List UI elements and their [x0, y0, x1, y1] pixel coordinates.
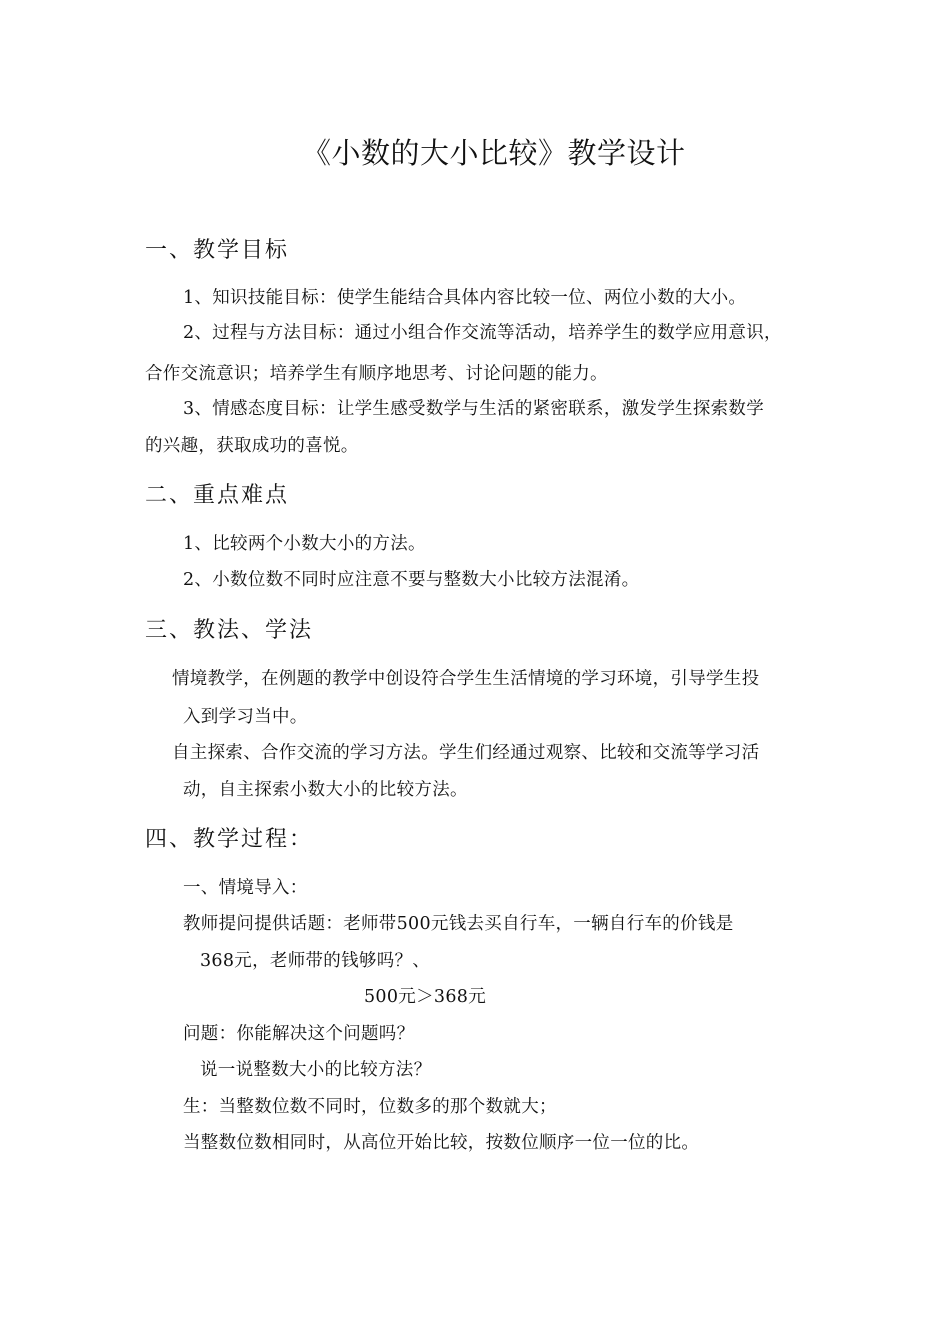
section-4-heading: 四、教学过程：	[145, 827, 314, 852]
student-answer-2: 当整数位数相同时，从高位开始比较，按数位顺序一位一位的比。	[183, 1133, 700, 1153]
teacher-question-line-1: 教师提问提供话题：老师带500元钱去买自行车，一辆自行车的价钱是	[183, 914, 734, 934]
key-point-1: 1、比较两个小数大小的方法。	[183, 534, 426, 554]
method-question: 说一说整数大小的比较方法？	[200, 1060, 432, 1080]
section-2-heading: 二、重点难点	[145, 483, 290, 508]
section-3-heading: 三、教法、学法	[145, 618, 314, 643]
method-1-line-1: 情境教学，在例题的教学中创设符合学生生活情境的学习环境，引导学生投	[172, 669, 760, 689]
objective-2-line-1: 2、过程与方法目标：通过小组合作交流等活动，培养学生的数学应用意识，	[183, 323, 782, 343]
method-1-line-2: 入到学习当中。	[183, 707, 308, 727]
teacher-question-line-2: 368元，老师带的钱够吗？、	[200, 951, 431, 971]
problem-question: 问题：你能解决这个问题吗？	[183, 1024, 415, 1044]
objective-3-line-2: 的兴趣，获取成功的喜悦。	[145, 436, 359, 456]
section-1-heading: 一、教学目标	[145, 238, 290, 263]
student-answer-1: 生：当整数位数不同时，位数多的那个数就大；	[183, 1097, 557, 1117]
objective-1: 1、知识技能目标：使学生能结合具体内容比较一位、两位小数的大小。	[183, 288, 747, 308]
comparison-expression: 500元＞368元	[364, 987, 487, 1007]
document-title: 《小数的大小比较》教学设计	[302, 136, 686, 170]
method-2-line-2: 动，自主探索小数大小的比较方法。	[183, 780, 468, 800]
method-2-line-1: 自主探索、合作交流的学习方法。学生们经通过观察、比较和交流等学习活	[172, 743, 760, 763]
key-point-2: 2、小数位数不同时应注意不要与整数大小比较方法混淆。	[183, 570, 640, 590]
objective-3-line-1: 3、情感态度目标：让学生感受数学与生活的紧密联系，激发学生探索数学	[183, 399, 765, 419]
subsection-intro: 一、情境导入：	[183, 878, 308, 898]
objective-2-line-2: 合作交流意识；培养学生有顺序地思考、讨论问题的能力。	[145, 364, 608, 384]
